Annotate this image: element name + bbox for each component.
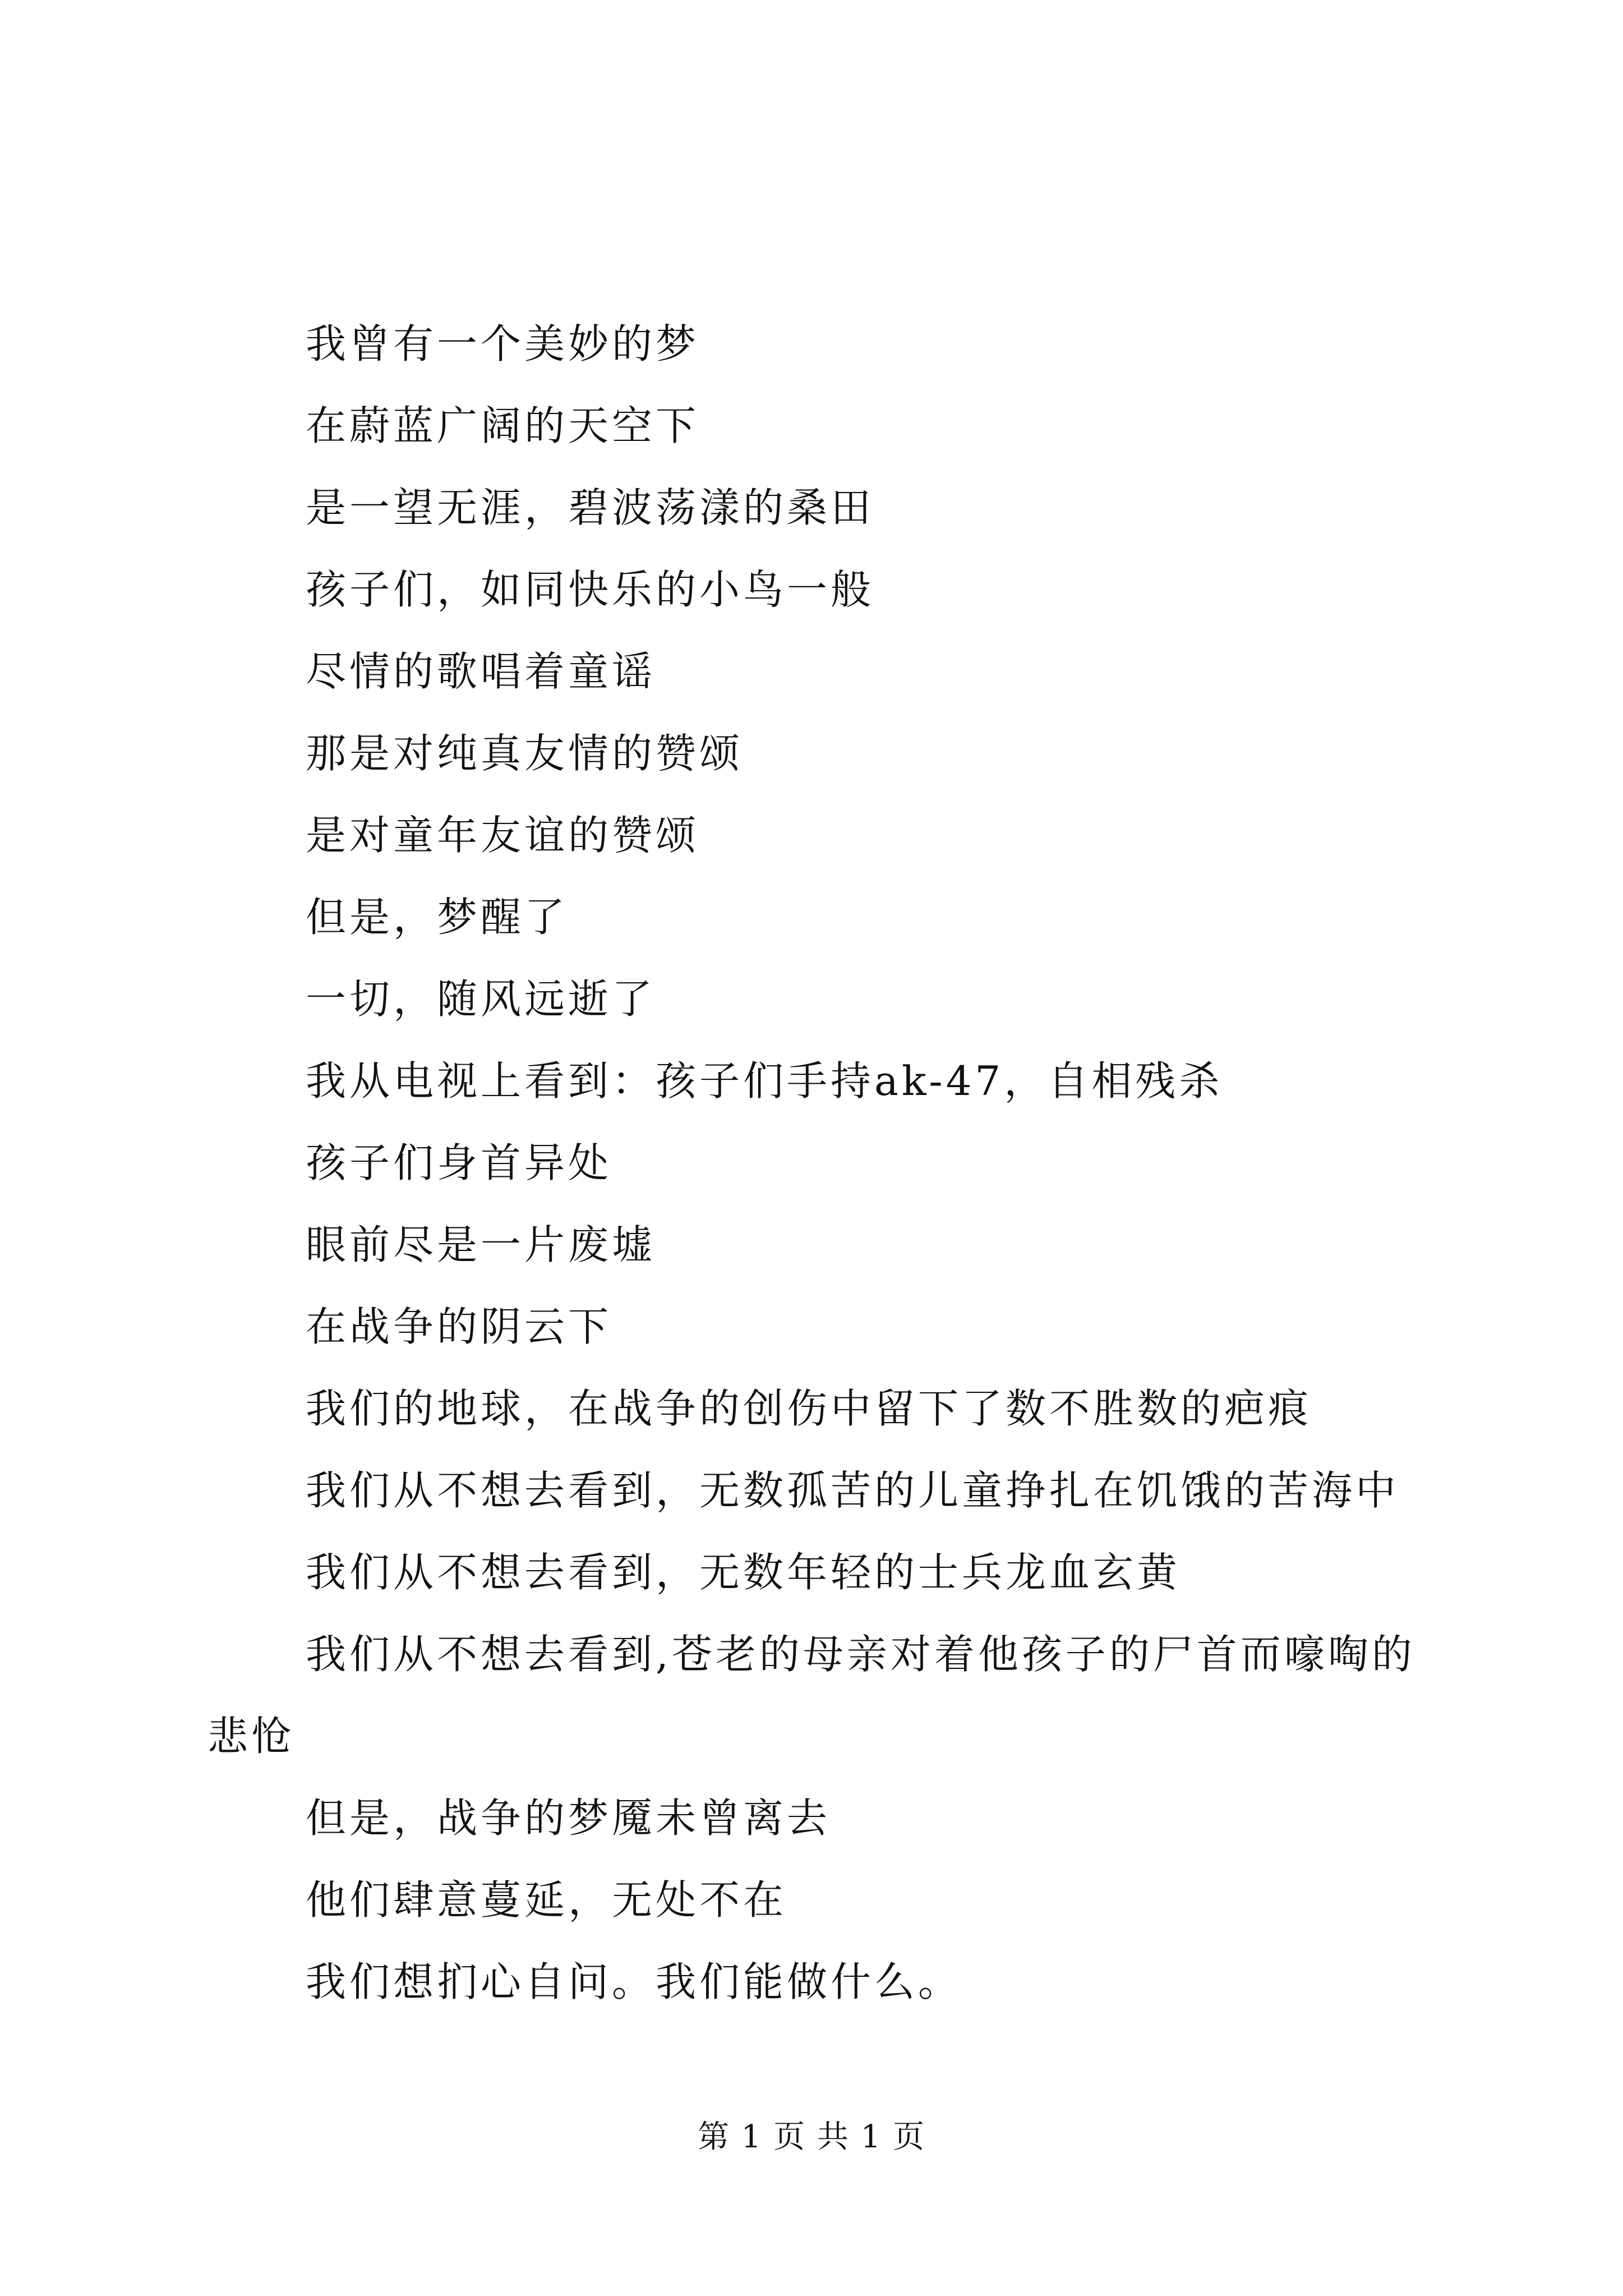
page-footer xyxy=(0,2118,1623,2157)
poem-line-continuation: 悲怆 xyxy=(208,1713,296,1760)
poem-line: 眼前尽是一片废墟 xyxy=(306,1221,656,1268)
poem-line: 在战争的阴云下 xyxy=(306,1303,612,1350)
page-number-label: 第 1 页 共 1 页 xyxy=(697,2119,926,2155)
poem-line: 孩子们，如同快乐的小鸟一般 xyxy=(306,566,875,613)
poem-body xyxy=(208,303,1430,2023)
poem-line: 我们从不想去看到,苍老的母亲对着他孩子的尸首而嚎啕的 xyxy=(306,1631,1415,1678)
poem-line: 但是，梦醒了 xyxy=(306,894,569,941)
poem-line: 尽情的歌唱着童谣 xyxy=(306,648,656,695)
poem-line: 我们从不想去看到，无数年轻的士兵龙血玄黄 xyxy=(306,1549,1181,1596)
poem-line: 那是对纯真友情的赞颂 xyxy=(306,730,744,777)
poem-line: 他们肆意蔓延，无处不在 xyxy=(306,1876,787,1924)
poem-line: 一切，随风远逝了 xyxy=(306,976,656,1023)
poem-line: 我从电视上看到：孩子们手持ak-47，自相残杀 xyxy=(306,1057,1223,1105)
poem-line: 但是，战争的梦魇未曾离去 xyxy=(306,1795,831,1842)
poem-line: 是对童年友谊的赞颂 xyxy=(306,812,700,859)
poem-line: 孩子们身首异处 xyxy=(306,1139,612,1186)
poem-line: 是一望无涯，碧波荡漾的桑田 xyxy=(306,484,875,531)
poem-line: 在蔚蓝广阔的天空下 xyxy=(306,402,700,449)
poem-line: 我们的地球，在战争的创伤中留下了数不胜数的疤痕 xyxy=(306,1385,1312,1432)
poem-line: 我们想扪心自问。我们能做什么。 xyxy=(306,1958,962,2005)
poem-line: 我曾有一个美妙的梦 xyxy=(306,320,700,367)
poem-line: 我们从不想去看到，无数孤苦的儿童挣扎在饥饿的苦海中 xyxy=(306,1467,1400,1514)
